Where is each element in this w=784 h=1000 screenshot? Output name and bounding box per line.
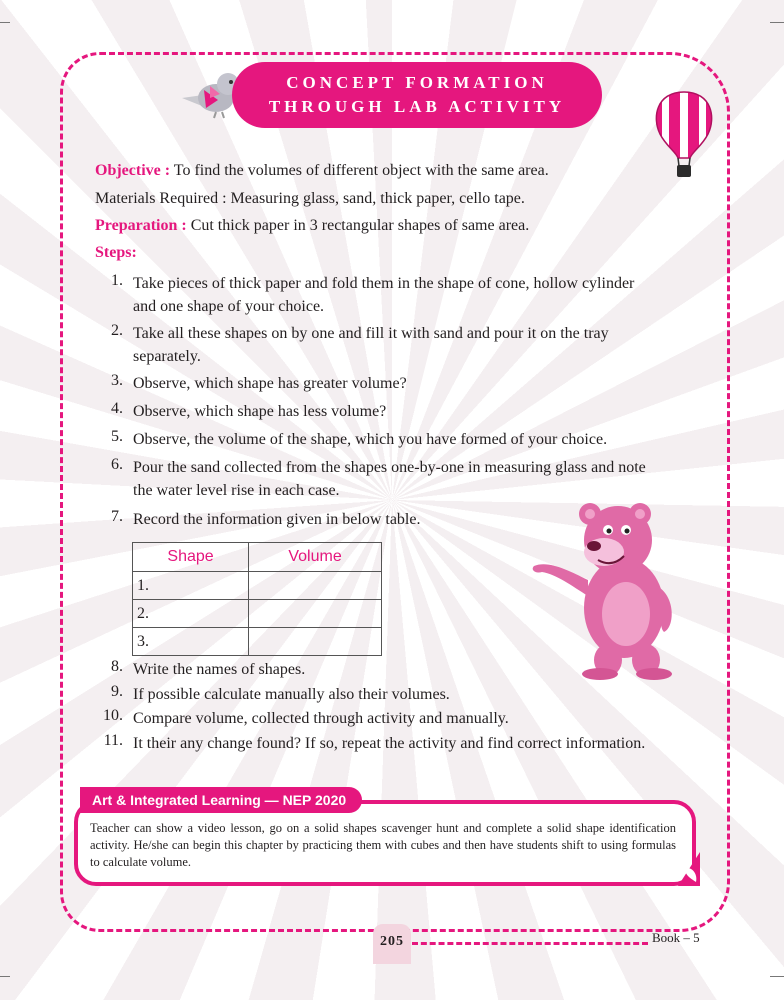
step-text: Take all these shapes on by one and fill it with sand and pour it on the tray separately. (133, 325, 609, 365)
step-number: 1. (111, 272, 123, 289)
step-number: 8. (111, 658, 123, 675)
step-text: Observe, which shape has less volume? (133, 403, 387, 420)
step-text: Compare volume, collected through activity and manually. (133, 710, 509, 727)
objective-text: To find the volumes of different object with the same area. (170, 162, 549, 179)
table-row (133, 572, 382, 600)
crop-mark-br (770, 976, 784, 991)
step-number: 4. (111, 400, 123, 417)
table-cell: 3. (133, 628, 249, 656)
table-cell (249, 572, 382, 600)
table-header-volume: Volume (249, 543, 382, 572)
step-text: Observe, which shape has greater volume? (133, 375, 407, 392)
crop-mark-bl (0, 976, 10, 991)
crop-mark-tr (770, 22, 784, 37)
table-row (133, 600, 382, 628)
step-number: 7. (111, 508, 123, 525)
art-integrated-title: Art & Integrated Learning — NEP 2020 (80, 787, 362, 813)
step-text: Observe, the volume of the shape, which you have formed of your choice. (133, 431, 608, 448)
table-cell: 1. (133, 572, 249, 600)
materials-line: Materials Required : Measuring glass, sand, thick paper, cello tape. (95, 190, 525, 207)
table-cell (249, 628, 382, 656)
preparation-label: Preparation : (95, 217, 187, 234)
table-header-shape: Shape (133, 543, 249, 572)
step-text: Write the names of shapes. (133, 661, 306, 678)
shape-volume-table (132, 542, 382, 656)
page-curl-icon (678, 852, 700, 886)
objective-line (95, 162, 549, 180)
steps-label: Steps: (95, 244, 137, 261)
table-cell: 2. (133, 600, 249, 628)
crop-mark-tl (0, 22, 10, 37)
header-line-2: THROUGH LAB ACTIVITY (268, 97, 566, 116)
step-number: 3. (111, 372, 123, 389)
step-number: 11. (103, 732, 123, 749)
header-line-1: CONCEPT FORMATION (286, 73, 548, 92)
step-text: Pour the sand collected from the shapes one-by-one in measuring glass and note the water level rise in each case. (133, 459, 646, 499)
step-number: 10. (103, 707, 123, 724)
preparation-text: Cut thick paper in 3 rectangular shapes of same area. (186, 217, 530, 234)
step-number: 5. (111, 428, 123, 445)
bear-illustration (528, 500, 678, 680)
step-text: It their any change found? If so, repeat the activity and find correct information. (133, 735, 646, 752)
step-text: Take pieces of thick paper and fold them in the shape of cone, hollow cylinder and one shape of your choice. (133, 275, 635, 315)
book-label: Book – 5 (652, 930, 700, 945)
step-text: Record the information given in below table. (133, 511, 421, 528)
hot-air-balloon-icon (652, 90, 716, 180)
page-number: 205 (380, 934, 404, 949)
section-header (232, 62, 602, 128)
preparation-line (95, 217, 529, 235)
step-number: 6. (111, 456, 123, 473)
table-row (133, 628, 382, 656)
step-number: 2. (111, 322, 123, 339)
art-integrated-text: Teacher can show a video lesson, go on a solid shapes scavenger hunt and complete a solid shape identification activity. He/she can begin this chapter by practicing them with cubes and then have students shift to using formulas to calculate volume. (90, 821, 676, 869)
step-text: If possible calculate manually also their volumes. (133, 686, 450, 703)
objective-label: Objective : (95, 162, 171, 179)
table-cell (249, 600, 382, 628)
footer-dashed-line (412, 942, 648, 945)
step-number: 9. (111, 683, 123, 700)
